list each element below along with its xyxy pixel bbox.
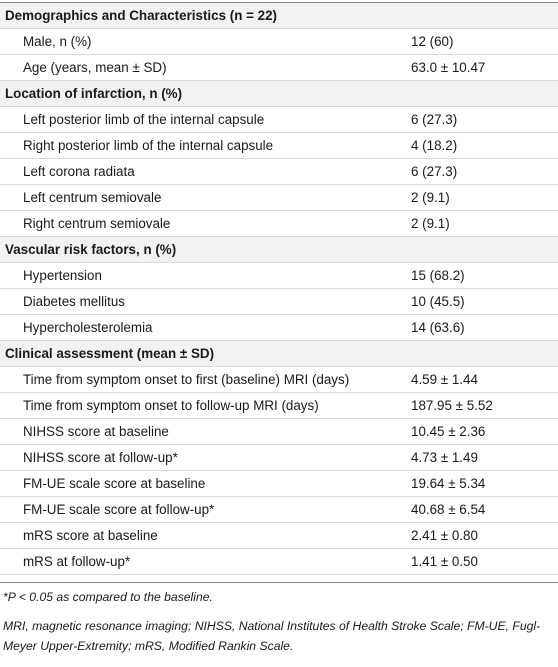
table-bottom-rule [0,582,558,583]
row-value: 4.73 ± 1.49 [411,450,478,465]
table-row [0,367,558,393]
table-row [0,211,558,237]
table-row [0,289,558,315]
row-label: Hypercholesterolemia [23,320,153,335]
table-row [0,393,558,419]
row-label: NIHSS score at baseline [23,424,169,439]
table-row [0,419,558,445]
row-value: 63.0 ± 10.47 [411,60,486,75]
footnote-abbreviations: MRI, magnetic resonance imaging; NIHSS, National Institutes of Health Stroke Scale; FM-UE, Fugl-Meyer Upper-Extremity; mRS, Modified Rankin Scale. [3,619,541,653]
table-row [0,263,558,289]
section-header-row [0,341,558,367]
row-label: NIHSS score at follow-up* [23,450,178,465]
row-label: Left centrum semiovale [23,190,162,205]
row-value: 4.59 ± 1.44 [411,372,478,387]
row-label: FM-UE scale score at baseline [23,476,206,491]
section-title: Location of infarction, n (%) [5,86,183,101]
row-label: Diabetes mellitus [23,294,125,309]
table-row [0,159,558,185]
row-value: 2 (9.1) [411,216,450,231]
row-label: Right centrum semiovale [23,216,171,231]
row-label: mRS at follow-up* [23,554,131,569]
row-value: 4 (18.2) [411,138,458,153]
section-header-row [0,81,558,107]
row-value: 2.41 ± 0.80 [411,528,478,543]
section-header-row [0,237,558,263]
row-value: 2 (9.1) [411,190,450,205]
table-row [0,523,558,549]
section-title: Clinical assessment (mean ± SD) [5,346,215,361]
row-label: Time from symptom onset to follow-up MRI (days) [23,398,319,413]
table-row [0,185,558,211]
row-label: FM-UE scale score at follow-up* [23,502,215,517]
table-row [0,315,558,341]
table-row [0,497,558,523]
row-value: 14 (63.6) [411,320,465,335]
row-value: 10.45 ± 2.36 [411,424,486,439]
footnote-significance: *P < 0.05 as compared to the baseline. [3,590,213,604]
row-label: Male, n (%) [23,34,92,49]
row-value: 187.95 ± 5.52 [411,398,493,413]
table-row [0,55,558,81]
row-value: 12 (60) [411,34,454,49]
section-title: Vascular risk factors, n (%) [5,242,177,257]
row-label: mRS score at baseline [23,528,158,543]
row-value: 15 (68.2) [411,268,465,283]
row-label: Right posterior limb of the internal capsule [23,138,274,153]
row-label: Age (years, mean ± SD) [23,60,167,75]
row-label: Time from symptom onset to first (baseline) MRI (days) [23,372,350,387]
row-label: Left corona radiata [23,164,135,179]
table-row [0,471,558,497]
section-title: Demographics and Characteristics (n = 22) [5,8,277,23]
row-value: 19.64 ± 5.34 [411,476,486,491]
row-value: 6 (27.3) [411,164,458,179]
table-row [0,445,558,471]
table-row [0,29,558,55]
section-header-row [0,3,558,29]
row-value: 6 (27.3) [411,112,458,127]
row-value: 1.41 ± 0.50 [411,554,478,569]
row-label: Hypertension [23,268,102,283]
table-row [0,133,558,159]
row-label: Left posterior limb of the internal capsule [23,112,265,127]
row-value: 40.68 ± 6.54 [411,502,486,517]
row-value: 10 (45.5) [411,294,465,309]
table-row [0,549,558,575]
table-row [0,107,558,133]
